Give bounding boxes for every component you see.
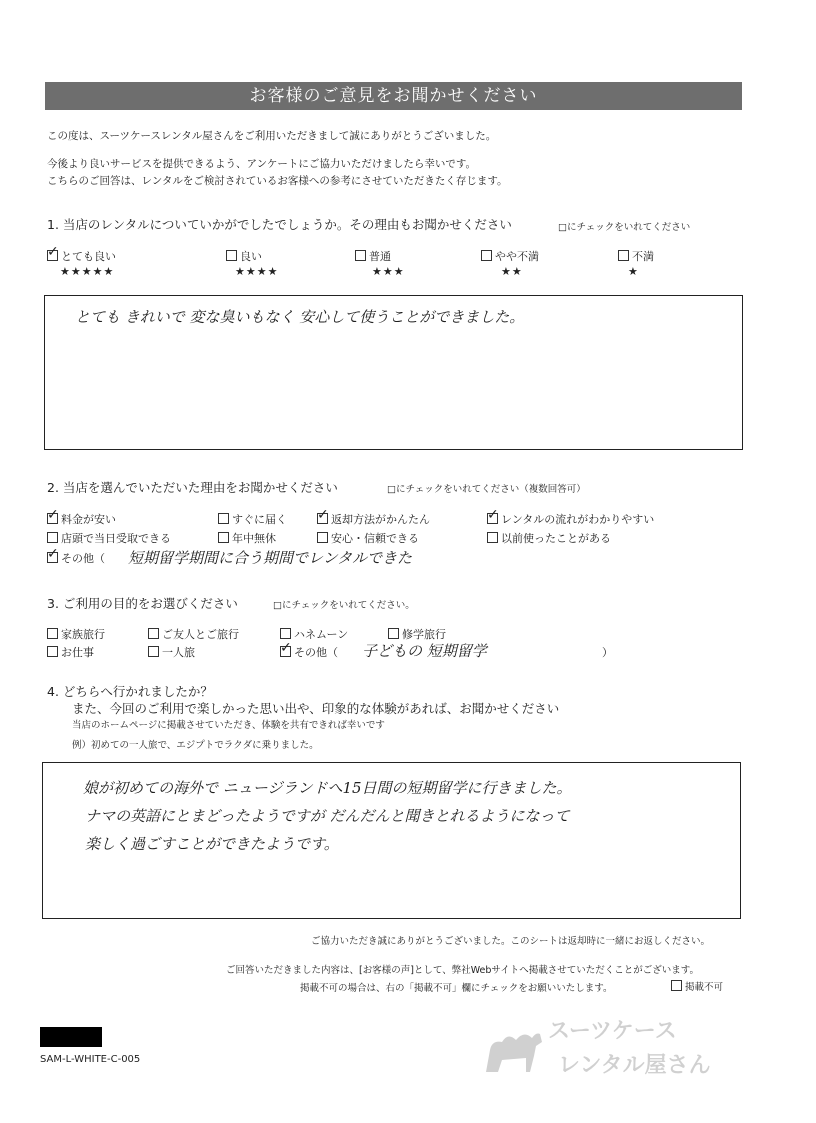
q2-option-easy-return[interactable] — [317, 511, 430, 527]
q1-option-good[interactable] — [226, 248, 262, 264]
option-label: やや不満 — [495, 250, 539, 263]
checkbox[interactable] — [618, 250, 629, 261]
checkbox[interactable] — [355, 250, 366, 261]
option-label: 安心・信頼できる — [331, 532, 419, 545]
publish-notice-1: ご回答いただきました内容は、[お客様の声]として、弊社Webサイトへ掲載させていただくことがございます。 — [226, 965, 700, 976]
checkbox[interactable] — [487, 532, 498, 543]
q2-option-cheap[interactable] — [47, 511, 116, 527]
intro-line-1: この度は、スーツケースレンタル屋さんをご利用いただきまして誠にありがとうございました。 — [47, 130, 497, 142]
page-title: お客様のご意見をお聞かせください — [45, 82, 742, 110]
company-logo — [478, 1010, 718, 1085]
checkbox[interactable] — [47, 628, 58, 639]
option-label: 年中無休 — [232, 532, 276, 545]
option-label: 普通 — [369, 250, 391, 263]
redaction-block — [40, 1027, 102, 1047]
option-label: 家族旅行 — [61, 628, 105, 641]
option-label: 掲載不可 — [685, 982, 724, 993]
q2-other-answer: 短期留学期間に合う期間でレンタルできた — [128, 549, 413, 567]
stars-four: ★★★★ — [235, 265, 279, 278]
q1-answer-box[interactable] — [44, 295, 743, 450]
checkbox[interactable] — [218, 513, 229, 524]
q2-option-same-day-pickup[interactable] — [47, 530, 171, 546]
checkbox[interactable] — [481, 250, 492, 261]
q4-answer-box[interactable] — [42, 762, 741, 919]
q3-option-work[interactable] — [47, 644, 94, 660]
no-publish-checkbox[interactable] — [671, 979, 723, 993]
question-4-note-2: 例）初めての一人旅で、エジプトでラクダに乗りました。 — [72, 740, 319, 751]
option-label: 修学旅行 — [402, 628, 446, 641]
q1-option-average[interactable] — [355, 248, 391, 264]
question-4-label: 4. どちらへ行かれましたか？ — [47, 684, 213, 699]
q1-answer-text: とても きれいで 変な臭いもなく 安心して使うことができました。 — [75, 308, 525, 326]
q3-option-family-trip[interactable] — [47, 626, 105, 642]
option-label: 一人旅 — [162, 646, 195, 659]
q4-answer-line-3: 楽しく過ごすことができたようです。 — [85, 835, 339, 853]
q4-answer-line-1: 娘が初めての海外で ニュージランドへ15日間の短期留学に行きました。 — [83, 779, 572, 797]
option-label: 不満 — [632, 250, 654, 263]
q2-option-other[interactable] — [47, 550, 105, 566]
option-label: その他（ — [61, 552, 105, 565]
stars-three: ★★★ — [372, 265, 405, 278]
checkbox[interactable] — [671, 980, 682, 991]
checkbox-checked[interactable] — [47, 250, 58, 261]
q3-option-solo-trip[interactable] — [148, 644, 195, 660]
stars-one: ★ — [628, 265, 639, 278]
thanks-text: ご協力いただき誠にありがとうございました。このシートは返却時に一緒にお返しください。 — [311, 936, 711, 947]
question-3-hint: □にチェックをいれてください。 — [273, 600, 415, 611]
checkbox-checked[interactable] — [317, 513, 328, 524]
option-label: 返却方法がかんたん — [331, 513, 430, 526]
option-label: お仕事 — [61, 646, 94, 659]
q1-option-somewhat-dissatisfied[interactable] — [481, 248, 539, 264]
publish-notice-2: 掲載不可の場合は、右の「掲載不可」欄にチェックをお願いいたします。 — [300, 983, 613, 994]
checkbox-checked[interactable] — [47, 552, 58, 563]
checkbox[interactable] — [226, 250, 237, 261]
q3-option-other[interactable] — [280, 644, 338, 660]
intro-line-2: 今後より良いサービスを提供できるよう、アンケートにご協力いただけましたら幸いです。 — [47, 158, 477, 170]
question-2-label: 2. 当店を選んでいただいた理由をお聞かせください — [47, 480, 338, 495]
logo-line-1: スーツケース — [548, 1019, 677, 1044]
q1-option-very-good[interactable] — [47, 248, 116, 264]
option-label: 以前使ったことがある — [501, 532, 611, 545]
q2-option-clear-flow[interactable] — [487, 511, 654, 527]
checkbox[interactable] — [388, 628, 399, 639]
q2-option-open-all-year[interactable] — [218, 530, 276, 546]
option-label: 良い — [240, 250, 262, 263]
q2-option-used-before[interactable] — [487, 530, 611, 546]
option-label: 店頭で当日受取できる — [61, 532, 171, 545]
q3-other-answer: 子どもの 短期留学 — [362, 642, 487, 660]
form-code: SAM-L-WHITE-C-005 — [40, 1054, 141, 1065]
question-1-hint: □にチェックをいれてください — [558, 222, 691, 233]
option-label: 料金が安い — [61, 513, 116, 526]
camel-icon — [478, 1012, 548, 1082]
checkbox[interactable] — [47, 646, 58, 657]
option-label: レンタルの流れがわかりやすい — [501, 513, 655, 526]
checkbox[interactable] — [148, 628, 159, 639]
q2-option-trustworthy[interactable] — [317, 530, 419, 546]
q4-answer-line-2: ナマの英語にとまどったようですが だんだんと聞きとれるようになって — [85, 807, 570, 825]
q1-option-dissatisfied[interactable] — [618, 248, 654, 264]
q3-option-trip-with-friends[interactable] — [148, 626, 239, 642]
question-4-line-2: また、今回のご利用で楽しかった思い出や、印象的な体験があれば、お聞かせください — [72, 701, 560, 716]
stars-two: ★★ — [501, 265, 523, 278]
option-label: とても良い — [61, 250, 116, 263]
option-label: その他（ — [294, 646, 338, 659]
option-label: すぐに届く — [232, 513, 287, 526]
checkbox-checked[interactable] — [280, 646, 291, 657]
checkbox[interactable] — [218, 532, 229, 543]
checkbox-checked[interactable] — [47, 513, 58, 524]
stars-five: ★★★★★ — [60, 265, 115, 278]
checkbox[interactable] — [280, 628, 291, 639]
question-4-note-1: 当店のホームページに掲載させていただき、体験を共有できれば幸いです — [72, 720, 385, 731]
checkbox[interactable] — [317, 532, 328, 543]
question-3-label: 3. ご利用の目的をお選びください — [47, 596, 238, 611]
q2-option-fast-delivery[interactable] — [218, 511, 287, 527]
option-label: ご友人とご旅行 — [162, 628, 239, 641]
checkbox[interactable] — [47, 532, 58, 543]
intro-line-3: こちらのご回答は、レンタルをご検討されているお客様への参考にさせていただきたく存じます。 — [47, 175, 508, 187]
checkbox-checked[interactable] — [487, 513, 498, 524]
logo-line-2: レンタル屋さん — [558, 1053, 711, 1078]
question-2-hint: □にチェックをいれてください（複数回答可） — [387, 484, 586, 495]
checkbox[interactable] — [148, 646, 159, 657]
question-1-label: 1. 当店のレンタルについていかがでしたでしょうか。その理由もお聞かせください — [47, 217, 512, 232]
q3-other-close-paren: ） — [602, 646, 613, 659]
option-label: ハネムーン — [294, 628, 349, 641]
